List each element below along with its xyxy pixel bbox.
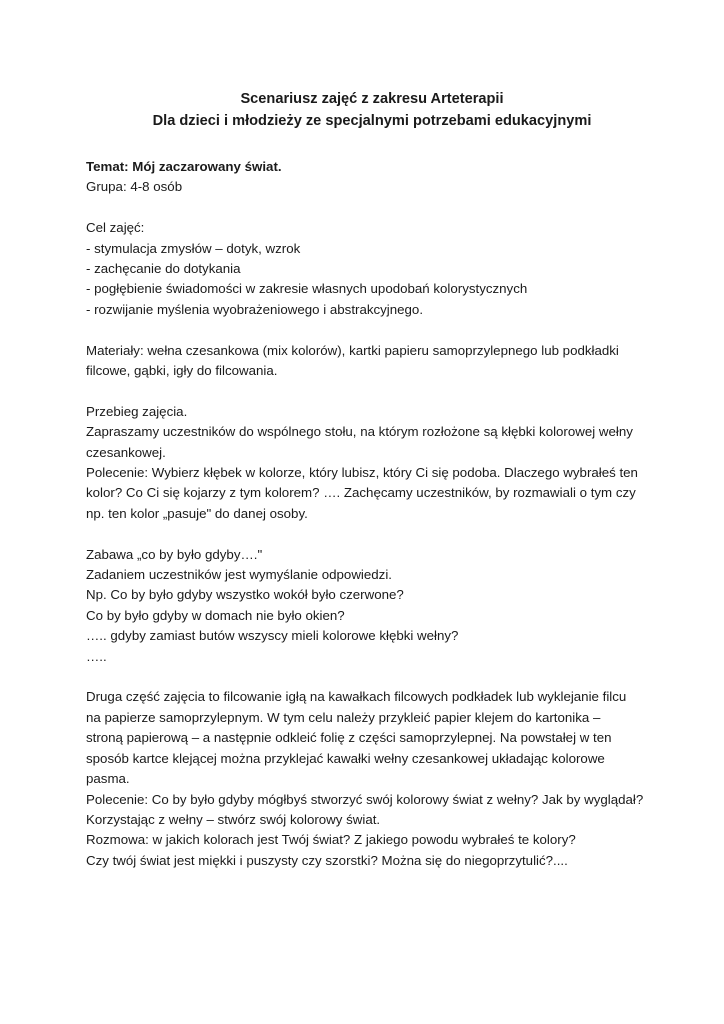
spacer (86, 198, 658, 218)
materials-line: Materiały: wełna czesankowa (mix kolorów), kartki papieru samoprzylepnego lub podkładki (86, 342, 619, 358)
materials-line: filcowe, gąbki, igły do filcowania. (86, 363, 278, 379)
goal-item: - zachęcanie do dotykania (86, 261, 241, 277)
goal-item: - pogłębienie świadomości w zakresie własnych upodobań kolorystycznych (86, 281, 528, 297)
second-part-line: Korzystając z wełny – stwórz swój kolorowy świat. (86, 811, 381, 827)
course-line: np. ten kolor „pasuje" do danej osoby. (86, 505, 308, 521)
course-heading: Przebieg zajęcia. (86, 403, 188, 419)
document-header (86, 0, 658, 132)
second-part-line: Druga część zajęcia to filcowanie igłą na kawałkach filcowych podkładek lub wyklejanie filcu (86, 689, 627, 705)
goal-item: - stymulacja zmysłów – dotyk, wzrok (86, 240, 301, 256)
second-part-line: pasma. (86, 771, 130, 787)
goal-item: - rozwijanie myślenia wyobrażeniowego i abstrakcyjnego. (86, 301, 424, 317)
spacer (86, 524, 658, 544)
goals-heading: Cel zajęć: (86, 220, 145, 236)
document-body (86, 157, 658, 871)
spacer (86, 381, 658, 401)
second-part-line: na papierze samoprzylepnym. W tym celu należy przykleić papier klejem do kartonika – (86, 709, 601, 725)
second-part-line: sposób kartce klejącej można przyklejać kawałki wełny czesankowej układając kolorowe (86, 750, 605, 766)
document-title: Scenariusz zajęć z zakresu Arteterapii (240, 91, 504, 107)
spacer (86, 320, 658, 340)
game-line: Np. Co by było gdyby wszystko wokół było czerwone? (86, 587, 404, 603)
course-line: czesankowej. (86, 444, 166, 460)
course-line: kolor? Co Ci się kojarzy z tym kolorem? …. Zachęcamy uczestników, by rozmawiali o tym czy (86, 485, 636, 501)
topic-line: Temat: Mój zaczarowany świat. (86, 159, 282, 174)
game-line: ….. (86, 648, 107, 664)
group-line: Grupa: 4-8 osób (86, 179, 183, 195)
second-part-line: Polecenie: Co by było gdyby mógłbyś stworzyć swój kolorowy świat z wełny? Jak by wyglądał? (86, 791, 644, 807)
game-line: Zabawa „co by było gdyby…." (86, 546, 263, 562)
game-line: Co by było gdyby w domach nie było okien? (86, 607, 345, 623)
second-part-line: Rozmowa: w jakich kolorach jest Twój świat? Z jakiego powodu wybrałeś te kolory? (86, 832, 576, 848)
game-line: ….. gdyby zamiast butów wszyscy mieli kolorowe kłębki wełny? (86, 628, 459, 644)
course-line: Polecenie: Wybierz kłębek w kolorze, który lubisz, który Ci się podoba. Dlaczego wybrałeś ten (86, 465, 638, 481)
second-part-line: Czy twój świat jest miękki i puszysty czy szorstki? Można się do niegoprzytulić?.... (86, 852, 568, 868)
document-subtitle: Dla dzieci i młodzieży ze specjalnymi potrzebami edukacyjnymi (152, 113, 592, 129)
game-line: Zadaniem uczestników jest wymyślanie odpowiedzi. (86, 567, 392, 583)
course-line: Zapraszamy uczestników do wspólnego stołu, na którym rozłożone są kłębki kolorowej wełny (86, 424, 633, 440)
second-part-line: stroną papierową – a następnie odkleić folię z części samoprzylepnej. Na powstałej w ten (86, 730, 612, 746)
spacer (86, 667, 658, 687)
